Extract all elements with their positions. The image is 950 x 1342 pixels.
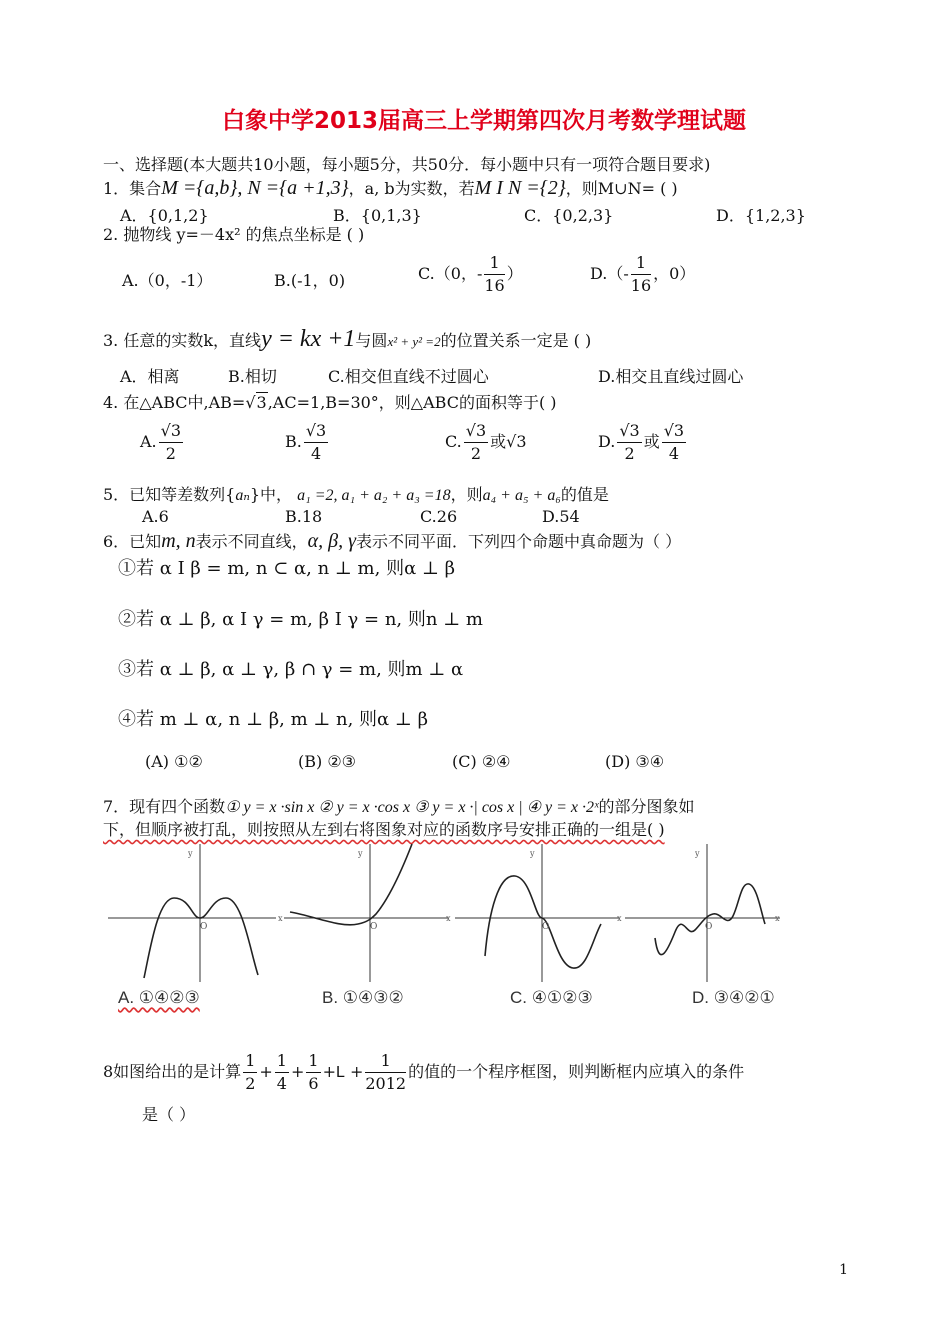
q7-choice-d: D. ③④②① bbox=[692, 988, 775, 1007]
origin-label: O bbox=[705, 922, 713, 932]
q3-option-b: B.相切 bbox=[228, 367, 277, 386]
q6-option-d: (D) ③④ bbox=[605, 752, 665, 771]
q4-option-c: C. $\frac{√3}{2}$ 或√3 bbox=[445, 421, 527, 463]
x-axis-label: x bbox=[278, 914, 283, 923]
graph-4 bbox=[625, 840, 785, 986]
q4-option-a: A. $\frac{√3}{2}$ bbox=[140, 421, 182, 463]
y-axis-label: y bbox=[530, 849, 535, 858]
circle-equation: x² + y² =2 bbox=[387, 334, 441, 349]
question-6: 6．已知m, n表示不同直线，α, β, γ表示不同平面．下列四个命题中真命题为（ ） bbox=[103, 530, 682, 552]
question-7: 7．现有四个函数① y = x ·sin x ② y = x ·cos x ③ y = x ·| cos x | ④ y = x ·2ˣ的部分图象如 bbox=[103, 797, 695, 816]
question-4: 4. 在△ABC中,AB=√3,AC=1,B=30°，则△ABC的面积等于( ) bbox=[103, 393, 557, 412]
y-axis-label: y bbox=[695, 849, 700, 858]
question-3: 3. 任意的实数k，直线y = kx +1与圆x² + y² =2的位置关系一定是 ( ) bbox=[103, 326, 592, 352]
question-8: 8如图给出的是计算 $\frac{1}{2}$ + $\frac{1}{4}$ + $\frac{1}{6}$ +L + $\frac{1}{2012}$ 的值的一个程序框图，则判断框内应填入的条件 bbox=[103, 1051, 745, 1093]
y-axis-label: y bbox=[188, 849, 193, 858]
page-title: 白象中学2013届高三上学期第四次月考数学理试题 bbox=[221, 108, 746, 134]
q5-option-d: D.54 bbox=[542, 507, 580, 526]
q3-option-c: C.相交但直线不过圆心 bbox=[328, 367, 489, 386]
proposition-4: ④若 m ⊥ α, n ⊥ β, m ⊥ n, 则α ⊥ β bbox=[118, 709, 428, 730]
q5-option-b: B.18 bbox=[285, 507, 323, 526]
q4-option-d: D. $\frac{√3}{2}$ 或 $\frac{√3}{4}$ bbox=[598, 421, 685, 463]
proposition-1: ①若 α I β = m, n ⊂ α, n ⊥ m, 则α ⊥ β bbox=[118, 558, 455, 579]
set-condition: M I N ={2} bbox=[474, 177, 566, 199]
q7-choice-c: C. ④①②③ bbox=[510, 988, 593, 1007]
fraction: $\frac{1}{16}$ bbox=[484, 253, 505, 295]
line-equation: y = kx +1 bbox=[261, 326, 356, 352]
q6-option-a: (A) ①② bbox=[145, 752, 203, 771]
sequence-condition: a₁ =2, a₁ + a₂ + a₃ =18 bbox=[297, 487, 451, 504]
set-definition: M ={a,b}, N ={a +1,3} bbox=[161, 177, 349, 199]
graph-1 bbox=[108, 840, 284, 986]
page-number: 1 bbox=[839, 1262, 848, 1278]
section-heading: 一、选择题(本大题共10小题，每小题5分，共50分．每小题中只有一项符合题目要求) bbox=[103, 155, 711, 174]
q5-option-c: C.26 bbox=[420, 507, 458, 526]
proposition-3: ③若 α ⊥ β, α ⊥ γ, β ∩ γ = m, 则m ⊥ α bbox=[118, 659, 464, 680]
question-7-line-2: 下，但顺序被打乱，则按照从左到右将图象对应的函数序号安排正确的一组是( ) bbox=[103, 820, 665, 839]
question-5: 5．已知等差数列{aₙ}中， a₁ =2, a₁ + a₂ + a₃ =18，则a₄ + a₅ + a₆的值是 bbox=[103, 485, 609, 504]
q5-option-a: A.6 bbox=[142, 507, 169, 526]
q3-option-d: D.相交且直线过圆心 bbox=[598, 367, 744, 386]
q3-option-a: A．相离 bbox=[120, 367, 180, 386]
q6-option-c: (C) ②④ bbox=[452, 752, 511, 771]
proposition-2: ②若 α ⊥ β, α I γ = m, β I γ = n, 则n ⊥ m bbox=[118, 609, 483, 630]
q4-option-b: B. $\frac{√3}{4}$ bbox=[285, 421, 327, 463]
question-2: 2. 抛物线 y=－4x² 的焦点坐标是 ( ) bbox=[103, 225, 365, 244]
q2-option-b: B.(-1，0) bbox=[274, 271, 346, 290]
q2-option-a: A.（0，-1） bbox=[122, 271, 213, 290]
q6-option-b: (B) ②③ bbox=[298, 752, 357, 771]
q1-option-c: C．{0,2,3} bbox=[524, 206, 614, 225]
q7-choice-b: B. ①④③② bbox=[322, 988, 404, 1007]
y-axis-label: y bbox=[358, 849, 363, 858]
q2-option-c: C.（0，- $\frac{1}{16}$ ） bbox=[418, 253, 523, 295]
x-axis-label: x bbox=[775, 914, 780, 923]
q2-option-d: D.（- $\frac{1}{16}$ ，0） bbox=[590, 253, 696, 295]
fraction: $\frac{1}{16}$ bbox=[630, 253, 652, 295]
q7-choice-a: A. ①④②③ bbox=[118, 988, 200, 1007]
x-axis-label: x bbox=[446, 914, 451, 923]
question-8-line-2: 是（ ） bbox=[142, 1105, 196, 1124]
question-1: 1．集合M ={a,b}, N ={a +1,3}，a, b为实数，若M I N ={2}，则M∪N= ( ) bbox=[103, 177, 678, 199]
q1-option-d: D．{1,2,3} bbox=[716, 206, 806, 225]
q1-option-b: B．{0,1,3} bbox=[333, 206, 422, 225]
graph-3 bbox=[455, 840, 625, 986]
function-list: ① y = x ·sin x ② y = x ·cos x ③ y = x ·| cos x | ④ y = x ·2ˣ bbox=[225, 799, 599, 816]
origin-label: O bbox=[200, 922, 208, 932]
origin-label: O bbox=[542, 922, 550, 932]
q1-option-a: A．{0,1,2} bbox=[120, 206, 209, 225]
origin-label: O bbox=[370, 922, 378, 932]
graph-2 bbox=[284, 840, 454, 986]
x-axis-label: x bbox=[617, 914, 622, 923]
